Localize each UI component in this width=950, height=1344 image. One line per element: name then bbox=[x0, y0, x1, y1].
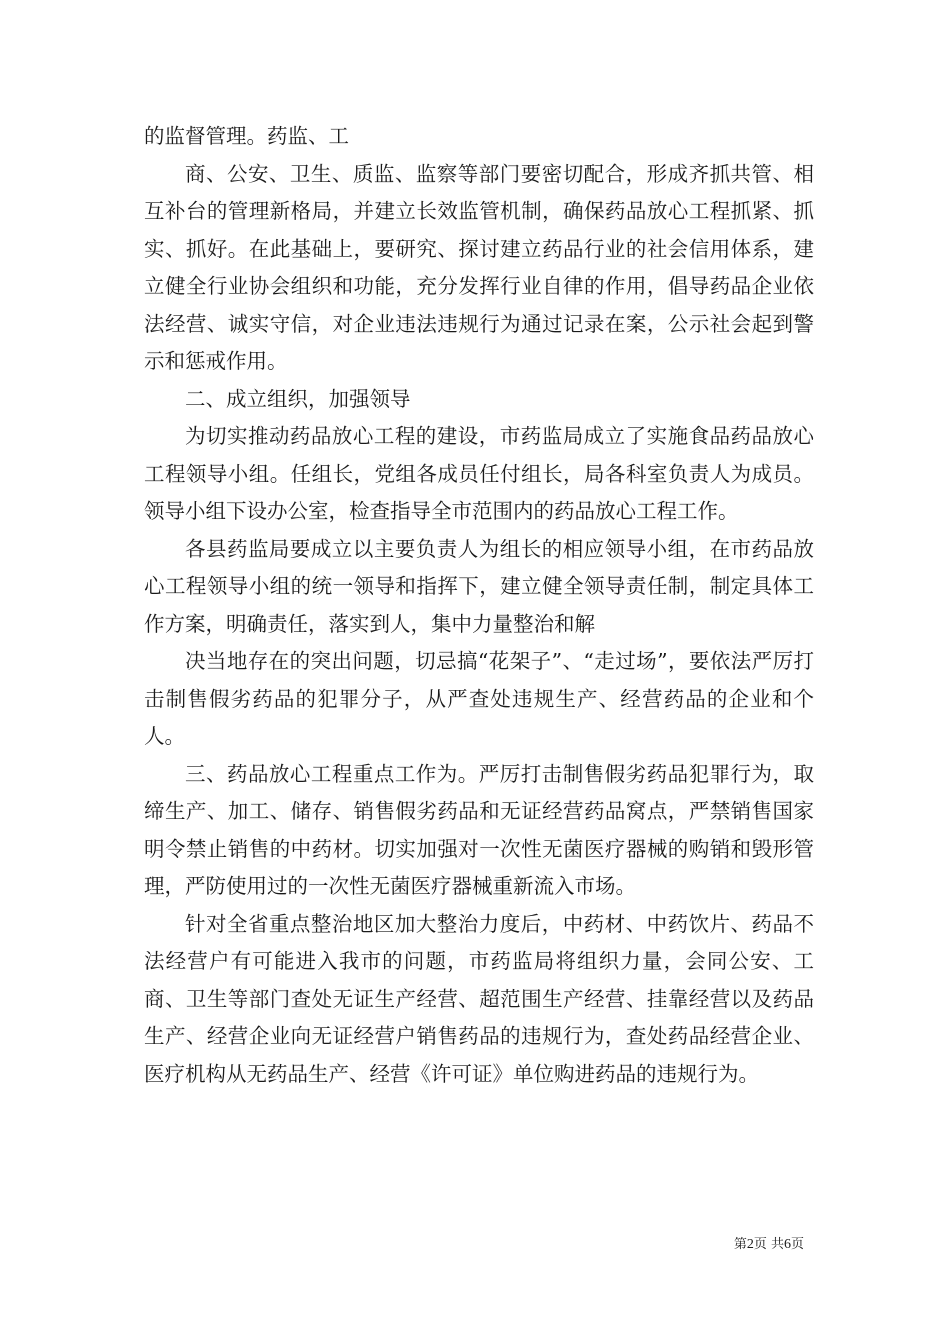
section-heading-3: 三、药品放心工程重点工作为。严厉打击制售假劣药品犯罪行为，取缔生产、加工、储存、销售假劣药品和无证经营药品窝点，严禁销售国家明令禁止销售的中药材。切实加强对一次性无菌医疗器械的购销和毁形管理，严防使用过的一次性无菌医疗器械重新流入市场。 bbox=[144, 761, 814, 898]
current-page-number: 2 bbox=[746, 1237, 754, 1252]
footer-suffix: 页 bbox=[790, 1237, 804, 1252]
page-footer bbox=[734, 1236, 804, 1254]
document-body bbox=[144, 118, 814, 1093]
paragraph-continuation: 的监督管理。药监、工 bbox=[144, 124, 349, 148]
total-page-count: 6 bbox=[783, 1237, 791, 1252]
footer-prefix: 第 bbox=[733, 1237, 747, 1252]
section-heading-2: 二、成立组织，加强领导 bbox=[185, 386, 411, 411]
paragraph-rectification: 针对全省重点整治地区加大整治力度后，中药材、中药饮片、药品不法经营户有可能进入我市的问题，市药监局将组织力量，会同公安、工商、卫生等部门查处无证生产经营、超范围生产经营、挂靠经营以及药品生产、经营企业向无证经营户销售药品的违规行为，查处药品经营企业、医疗机构从无药品生产、经营《许可证》单位购进药品的违规行为。 bbox=[144, 911, 814, 1086]
footer-middle: 页 共 bbox=[753, 1237, 784, 1252]
paragraph-resolve-issues: 决当地存在的突出问题，切忌搞“花架子”、“走过场”，要依法严厉打击制售假劣药品的犯罪分子，从严查处违规生产、经营药品的企业和个人。 bbox=[144, 649, 814, 748]
paragraph-interagency-cooperation: 商、公安、卫生、质监、监察等部门要密切配合，形成齐抓共管、相互补台的管理新格局，并建立长效监管机制，确保药品放心工程抓紧、抓实、抓好。在此基础上，要研究、探讨建立药品行业的社会信用体系，建立健全行业协会组织和功能，充分发挥行业自律的作用，倡导药品企业依法经营、诚实守信，对企业违法违规行为通过记录在案，公示社会起到警示和惩戒作用。 bbox=[144, 161, 814, 373]
paragraph-leading-group: 为切实推动药品放心工程的建设，市药监局成立了实施食品药品放心工程领导小组。任组长，党组各成员任付组长，局各科室负责人为成员。领导小组下设办公室，检查指导全市范围内的药品放心工程工作。 bbox=[144, 424, 814, 523]
paragraph-county-bureaus: 各县药监局要成立以主要负责人为组长的相应领导小组，在市药品放心工程领导小组的统一领导和指挥下，建立健全领导责任制，制定具体工作方案，明确责任，落实到人，集中力量整治和解 bbox=[144, 536, 814, 636]
